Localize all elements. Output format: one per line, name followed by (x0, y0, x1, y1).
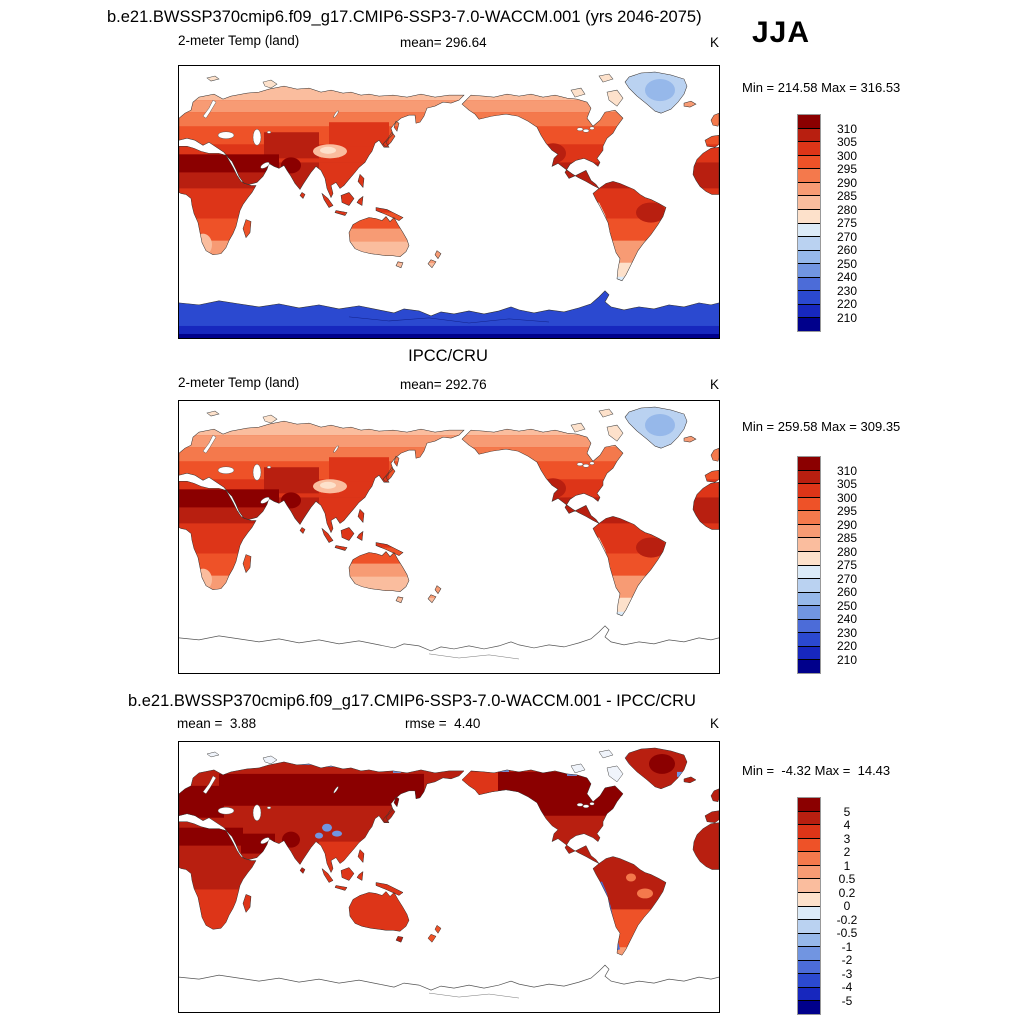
panel1-minmax-label: Min = 214.58 Max = 316.53 (742, 80, 901, 95)
colorbar-segment (798, 209, 820, 223)
world-map-model (178, 65, 720, 339)
colorbar-tick-label: 210 (836, 310, 858, 325)
colorbar-segment (798, 182, 820, 196)
colorbar-tick-label: 310 (836, 121, 858, 136)
season-label: JJA (752, 16, 811, 49)
colorbar-tick-label: 270 (836, 571, 858, 586)
colorbar-model (797, 114, 821, 332)
colorbar-segment (798, 878, 820, 892)
panel3-units-label: K (710, 716, 720, 731)
panel1-variable-label: 2-meter Temp (land) (178, 33, 300, 48)
colorbar-tick-label: 4 (843, 818, 851, 832)
colorbar-tick-label: 260 (836, 585, 858, 599)
colorbar-segment (798, 115, 820, 128)
panel2-units-label: K (710, 377, 720, 392)
colorbar-segment (798, 578, 820, 592)
colorbar-segment (798, 919, 820, 933)
colorbar-tick-label: 1 (843, 858, 851, 873)
figure-title: b.e21.BWSSP370cmip6.f09_g17.CMIP6-SSP3-7.0-WACCM.001 (yrs 2046-2075) (107, 8, 702, 26)
colorbar-tick-label: 290 (836, 175, 858, 190)
colorbar-segment (798, 987, 820, 1001)
colorbar-tick-label: 240 (836, 270, 858, 284)
colorbar-segment (798, 470, 820, 484)
colorbar-tick-label: -1 (841, 939, 853, 954)
colorbar-segment (798, 168, 820, 182)
colorbar-tick-label: -4 (841, 980, 853, 994)
colorbar-tick-label: 250 (836, 598, 858, 613)
colorbar-segment (798, 838, 820, 852)
colorbar-tick-label: 250 (836, 256, 858, 271)
colorbar-segment (798, 619, 820, 633)
world-map-obs (178, 400, 720, 674)
panel3-minmax-label: Min = -4.32 Max = 14.43 (742, 763, 891, 778)
colorbar-obs (797, 456, 821, 674)
panel2-mean-value: mean= 292.76 (400, 377, 487, 392)
panel1-mean-value: mean= 296.64 (400, 35, 487, 50)
colorbar-tick-label: 295 (836, 162, 858, 176)
colorbar-tick-label: 0.5 (838, 872, 856, 886)
world-map-obs-svg (179, 401, 719, 673)
colorbar-segment (798, 223, 820, 237)
colorbar-tick-label: 230 (836, 283, 858, 298)
colorbar-segment (798, 892, 820, 906)
colorbar-segment (798, 960, 820, 974)
colorbar-segment (798, 497, 820, 511)
colorbar-diff (797, 797, 821, 1015)
colorbar-segment (798, 865, 820, 879)
colorbar-tick-label: 220 (836, 297, 858, 311)
colorbar-segment (798, 236, 820, 250)
colorbar-segment (798, 906, 820, 920)
colorbar-tick-label: 310 (836, 463, 858, 478)
panel2-subtitle: IPCC/CRU (408, 347, 488, 365)
colorbar-tick-label: 3 (843, 831, 851, 846)
colorbar-tick-label: -0.5 (836, 926, 858, 940)
colorbar-segment (798, 263, 820, 277)
colorbar-segment (798, 317, 820, 331)
colorbar-segment (798, 483, 820, 497)
colorbar-segment (798, 933, 820, 947)
colorbar-segment (798, 524, 820, 538)
colorbar-segment (798, 946, 820, 960)
colorbar-tick-label: 295 (836, 504, 858, 518)
colorbar-segment (798, 195, 820, 209)
colorbar-tick-label: 305 (836, 135, 858, 149)
colorbar-tick-label: 0.2 (838, 885, 856, 900)
colorbar-tick-label: -2 (841, 953, 853, 967)
colorbar-segment (798, 155, 820, 169)
colorbar-segment (798, 537, 820, 551)
colorbar-segment (798, 551, 820, 565)
colorbar-tick-label: 285 (836, 189, 858, 203)
colorbar-tick-label: 275 (836, 558, 858, 572)
colorbar-segment (798, 304, 820, 318)
colorbar-tick-label: 0 (843, 899, 851, 913)
colorbar-tick-label: -3 (841, 966, 853, 981)
colorbar-segment (798, 457, 820, 470)
colorbar-tick-label: 240 (836, 612, 858, 626)
colorbar-segment (798, 510, 820, 524)
colorbar-segment (798, 250, 820, 264)
colorbar-tick-label: -5 (841, 993, 853, 1008)
colorbar-segment (798, 605, 820, 619)
colorbar-segment (798, 973, 820, 987)
colorbar-tick-label: 230 (836, 625, 858, 640)
panel1-units-label: K (710, 35, 720, 50)
colorbar-tick-label: 5 (843, 804, 851, 819)
panel3-rmse-value: rmse = 4.40 (405, 716, 481, 731)
colorbar-segment (798, 798, 820, 811)
colorbar-segment (798, 659, 820, 673)
colorbar-segment (798, 632, 820, 646)
colorbar-segment (798, 851, 820, 865)
colorbar-segment (798, 646, 820, 660)
colorbar-tick-label: -0.2 (836, 912, 858, 927)
colorbar-tick-label: 285 (836, 531, 858, 545)
panel2-variable-label: 2-meter Temp (land) (178, 375, 300, 390)
colorbar-tick-label: 270 (836, 229, 858, 244)
panel3-subtitle: b.e21.BWSSP370cmip6.f09_g17.CMIP6-SSP3-7.0-WACCM.001 - IPCC/CRU (128, 692, 696, 710)
panel2-minmax-label: Min = 259.58 Max = 309.35 (742, 419, 901, 434)
colorbar-tick-label: 210 (836, 652, 858, 667)
colorbar-segment (798, 824, 820, 838)
colorbar-tick-label: 300 (836, 490, 858, 505)
colorbar-tick-label: 300 (836, 148, 858, 163)
colorbar-tick-label: 305 (836, 477, 858, 491)
colorbar-segment (798, 592, 820, 606)
colorbar-segment (798, 141, 820, 155)
colorbar-tick-label: 2 (843, 845, 851, 859)
colorbar-tick-label: 260 (836, 243, 858, 257)
colorbar-tick-label: 275 (836, 216, 858, 230)
colorbar-tick-label: 290 (836, 517, 858, 532)
world-map-diff (178, 741, 720, 1013)
colorbar-segment (798, 128, 820, 142)
world-map-model-svg (179, 66, 719, 338)
world-map-diff-svg (179, 742, 719, 1012)
colorbar-tick-label: 280 (836, 202, 858, 217)
panel3-mean-value: mean = 3.88 (177, 716, 257, 731)
colorbar-segment (798, 290, 820, 304)
colorbar-tick-label: 220 (836, 639, 858, 653)
colorbar-segment (798, 811, 820, 825)
colorbar-segment (798, 277, 820, 291)
colorbar-segment (798, 565, 820, 579)
colorbar-segment (798, 1000, 820, 1014)
colorbar-tick-label: 280 (836, 544, 858, 559)
